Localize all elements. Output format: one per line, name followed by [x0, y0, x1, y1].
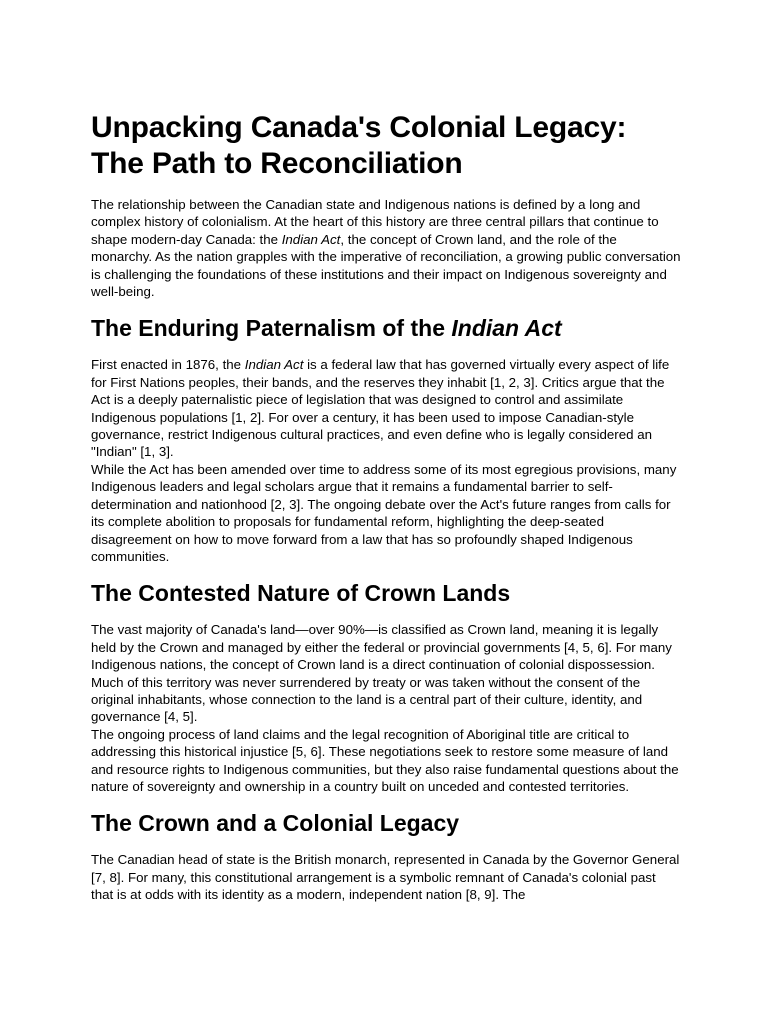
paragraph-text-2: is a federal law that has governed virtually every aspect of life for First Nations peoples, their bands, and the reserves they inhabit [1, 2, 3]. Critics argue that the Act is a deeply paternalistic piece of legislation that was designed to control and assimilate Indigenous populations [1, 2]. For over a century, it has been used to impose Canadian-style governance, restrict Indigenous cultural practices, and even define who is legally considered an "Indian" [1, 3]. [91, 357, 670, 460]
intro-emphasis: Indian Act [281, 231, 341, 247]
section-heading-crown-legacy: The Crown and a Colonial Legacy [91, 810, 460, 837]
page-title [91, 110, 681, 182]
section-heading-text: The Enduring Paternalism of the [91, 315, 452, 342]
crown-lands-paragraph-2: The ongoing process of land claims and the legal recognition of Aboriginal title are critical to addressing this historical injustice [5, 6]. These negotiations seek to restore some measure of land and resource rights to Indigenous communities, but they also raise fundamental questions about the nature of sovereignty and ownership in a country built on unceded and contested territories. [91, 726, 679, 794]
crown-legacy-paragraph-1: The Canadian head of state is the British monarch, represented in Canada by the Governor General [7, 8]. For many, this constitutional arrangement is a symbolic remnant of Canada's colonial past that is at odds with its identity as a modern, independent nation [8, 9]. The [91, 852, 680, 903]
intro-paragraph [91, 196, 681, 300]
page-title-line-2: The Path to Reconciliation [91, 147, 463, 180]
paragraph-emphasis: Indian Act [244, 357, 304, 373]
section-heading-indian-act [91, 314, 681, 342]
crown-lands-paragraph-1: The vast majority of Canada's land—over 90%—is classified as Crown land, meaning it is legally held by the Crown and managed by either the federal or provincial governments [4, 5, 6]. For many Indigenous nations, the concept of Crown land is a direct continuation of colonial dispossession. Much of this territory was never surrendered by treaty or was taken without the consent of the original inhabitants, whose connection to the land is a central part of their culture, identity, and governance [4, 5]. [91, 622, 672, 725]
intro-text-2: , the concept of Crown land, and the role of the monarchy. As the nation grapples with the imperative of reconciliation, a growing public conversation is challenging the foundations of these institutions and their impact on Indigenous sovereignty and well-being. [91, 231, 681, 300]
section-heading-crown-lands: The Contested Nature of Crown Lands [91, 580, 511, 607]
paragraph-text-1: First enacted in 1876, the [91, 357, 245, 373]
indian-act-paragraph-2: While the Act has been amended over time to address some of its most egregious provisions, many Indigenous leaders and legal scholars argue that it remains a fundamental barrier to self-determination and nationhood [2, 3]. The ongoing debate over the Act's future ranges from calls for its complete abolition to proposals for fundamental reform, highlighting the deep-seated disagreement on how to move forward from a law that has so profoundly shaped Indigenous communities. [91, 461, 677, 564]
article [91, 110, 681, 904]
intro-text-1: The relationship between the Canadian state and Indigenous nations is defined by a long and complex history of colonialism. At the heart of this history are three central pillars that continue to shape modern-day Canada: the [91, 197, 659, 247]
page-title-line-1: Unpacking Canada's Colonial Legacy: [91, 111, 627, 144]
indian-act-paragraph-1 [91, 356, 681, 460]
section-heading-emphasis: Indian Act [451, 315, 562, 342]
